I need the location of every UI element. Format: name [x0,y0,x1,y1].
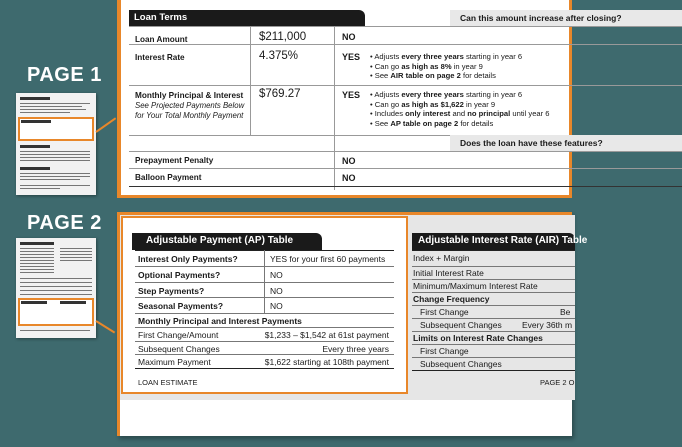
page-1-label: PAGE 1 [27,64,102,86]
thumb-line [20,176,90,177]
thumb-hdr [21,120,51,123]
thumb-line [60,254,92,255]
ap-row-label: Optional Payments? [138,270,221,280]
thumb-line [20,272,54,273]
detail-line: • Can go as high as 8% in year 9 [370,61,483,71]
detail-line: • Adjusts every three years starting in year 6 [370,52,523,61]
air-limits-first: First Change [420,346,469,356]
row-divider [412,331,575,332]
thumb-line [20,330,90,331]
air-initial-rate: Initial Interest Rate [413,268,484,278]
row-divider [135,313,394,314]
thumb-line [20,282,92,283]
ap-row-label: Interest Only Payments? [138,254,238,264]
ap-row-value: YES for your first 60 payments [270,254,386,264]
row-divider [412,250,575,251]
thumb-line [20,173,90,174]
thumb-line [20,269,54,270]
page-2-thumbnail[interactable] [16,238,96,338]
interest-rate-value: 4.375% [259,50,299,62]
air-first-change: First Change [420,307,469,317]
footer-right: PAGE 2 O [540,378,575,387]
loan-amount-label: Loan Amount [135,35,188,44]
thumb-line [20,263,54,264]
air-min-max: Minimum/Maximum Interest Rate [413,281,538,291]
interest-rate-answer: YES [342,52,361,62]
thumb-line [20,290,92,291]
callout-line [95,320,115,333]
page-2-zoom-panel [117,212,588,436]
row-divider [412,266,575,267]
thumb-line [20,109,86,110]
monthly-pi-sub1: See Projected Payments Below [135,101,245,110]
thumb-line [20,294,92,295]
thumb-line [20,160,90,161]
thumb-line [60,251,92,252]
thumb-line [20,185,90,186]
detail-line: • Includes only interest and no principal until year 6 [370,109,550,119]
thumb-highlight [18,117,94,141]
air-limits: Limits on Interest Rate Changes [413,333,543,343]
thumb-highlight [18,298,94,326]
row-divider [412,370,575,371]
mpi-row-label: Subsequent Changes [138,344,220,354]
row-divider [129,26,682,27]
detail-line: • See AIR table on page 2 for details [370,71,496,81]
ap-row-label: Step Payments? [138,286,205,296]
page-1-zoom-panel [117,0,622,198]
mpi-header: Monthly Principal and Interest Payments [138,316,302,326]
thumb-line [20,248,54,249]
thumb-line [20,112,70,113]
ap-row-value: NO [270,286,283,296]
air-index-margin: Index + Margin [413,253,470,263]
balloon-answer: NO [342,173,356,183]
interest-rate-details [370,52,522,81]
row-divider [412,344,575,345]
column-divider [264,250,265,313]
thumb-section [20,167,50,170]
thumb-line [20,254,54,255]
thumb-title [20,97,50,100]
row-divider [135,368,394,369]
row-divider [129,186,682,187]
divider [334,26,335,190]
row-divider [412,279,575,280]
air-first-change-value: Be [560,307,571,317]
divider [250,26,251,135]
thumb-line [20,260,54,261]
monthly-pi-sub2: for Your Total Monthly Payment [135,111,244,120]
thumb-line [20,286,92,287]
footer-left: LOAN ESTIMATE [138,378,198,387]
air-change-frequency: Change Frequency [413,294,490,304]
monthly-pi-label: Monthly Principal & Interest [135,91,244,100]
loan-terms-header: Loan Terms [129,10,365,26]
thumb-line [20,179,80,180]
callout-line [95,117,116,132]
detail-line: • Adjusts every three years starting in year 6 [370,90,523,99]
row-divider [135,327,394,328]
ap-row-label: Seasonal Payments? [138,301,224,311]
prepayment-answer: NO [342,156,356,166]
air-table-header: Adjustable Interest Rate (AIR) Table [412,233,575,250]
page-1-thumbnail[interactable] [16,93,96,195]
monthly-pi-answer: YES [342,90,361,100]
thumb-line [20,103,90,104]
thumb-line [60,260,92,261]
loan-amount-value: $211,000 [259,31,307,43]
loan-amount-answer: NO [342,32,356,42]
monthly-pi-value: $769.27 [259,88,301,100]
page-2-label: PAGE 2 [27,212,102,234]
thumb-line [20,278,92,279]
thumb-line [20,266,54,267]
row-divider [129,151,682,152]
thumb-title [20,242,54,245]
increase-header: Can this amount increase after closing? [450,10,682,26]
air-subsequent-changes: Subsequent Changes [420,320,502,330]
air-limits-subsequent: Subsequent Changes [420,359,502,369]
air-subsequent-value: Every 36th m [522,320,573,330]
detail-line: • See AP table on page 2 for details [370,118,494,128]
thumb-section [20,145,50,148]
thumb-line [20,106,82,107]
thumb-hdr [60,301,86,304]
mpi-row-value: $1,233 – $1,542 at 61st payment [264,330,389,340]
detail-line: • Can go as high as $1,622 in year 9 [370,99,496,109]
row-divider [129,85,682,86]
prepayment-label: Prepayment Penalty [135,156,214,165]
mpi-row-label: Maximum Payment [138,357,211,367]
monthly-pi-details [370,90,550,128]
balloon-label: Balloon Payment [135,173,202,182]
row-divider [412,357,575,358]
row-divider [135,341,394,342]
thumb-line [20,157,90,158]
thumb-line [20,251,54,252]
ap-row-value: NO [270,301,283,311]
thumb-line [60,248,92,249]
thumb-line [20,154,90,155]
ap-table-header: Adjustable Payment (AP) Table [132,233,322,250]
thumb-hdr [21,301,47,304]
mpi-row-value: Every three years [322,344,389,354]
row-divider [135,354,394,355]
interest-rate-label: Interest Rate [135,53,185,62]
row-divider [412,305,575,306]
thumb-line [60,257,92,258]
thumb-line [20,257,54,258]
row-divider [412,292,575,293]
thumb-line [20,151,90,152]
mpi-row-value: $1,622 starting at 108th payment [264,357,389,367]
mpi-row-label: First Change/Amount [138,330,219,340]
thumb-line [20,188,60,189]
row-divider [129,44,682,45]
row-divider [129,168,682,169]
row-divider [412,318,575,319]
ap-row-value: NO [270,270,283,280]
features-header: Does the loan have these features? [450,135,682,151]
